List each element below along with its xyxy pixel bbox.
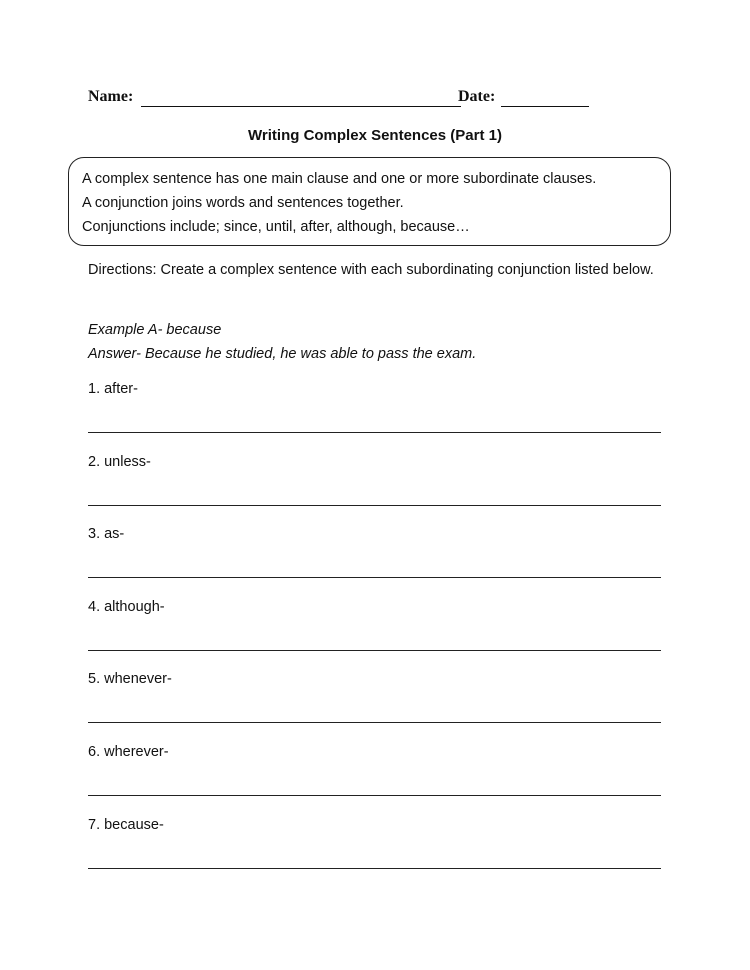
question-label: 7. because-: [88, 817, 164, 833]
question-label: 2. unless-: [88, 454, 151, 470]
info-line: A complex sentence has one main clause and one or more subordinate clauses.: [82, 171, 597, 187]
name-label: Name:: [88, 88, 134, 105]
example-answer: Answer- Because he studied, he was able to pass the exam.: [88, 346, 477, 362]
example-block: [88, 318, 476, 366]
question-label: 6. wherever-: [88, 744, 169, 760]
question-label: 4. although-: [88, 599, 165, 615]
example-prompt: Example A- because: [88, 322, 222, 338]
question-label: 5. whenever-: [88, 671, 172, 687]
worksheet-title: Writing Complex Sentences (Part 1): [248, 127, 502, 144]
directions-text: Directions: Create a complex sentence with each subordinating conjunction listed below.: [88, 262, 654, 278]
info-line: A conjunction joins words and sentences together.: [82, 195, 404, 211]
answer-line[interactable]: [88, 722, 661, 723]
info-line: Conjunctions include; since, until, after, although, because…: [82, 219, 470, 235]
question-label: 1. after-: [88, 381, 138, 397]
answer-line[interactable]: [88, 650, 661, 651]
date-field[interactable]: [501, 106, 589, 107]
date-label: Date:: [458, 88, 496, 105]
answer-line[interactable]: [88, 795, 661, 796]
answer-line[interactable]: [88, 432, 661, 433]
answer-line[interactable]: [88, 577, 661, 578]
name-field[interactable]: [141, 106, 461, 107]
question-label: 3. as-: [88, 526, 125, 542]
header-row: [88, 88, 598, 112]
answer-line[interactable]: [88, 868, 661, 869]
info-box: [68, 157, 671, 246]
answer-line[interactable]: [88, 505, 661, 506]
